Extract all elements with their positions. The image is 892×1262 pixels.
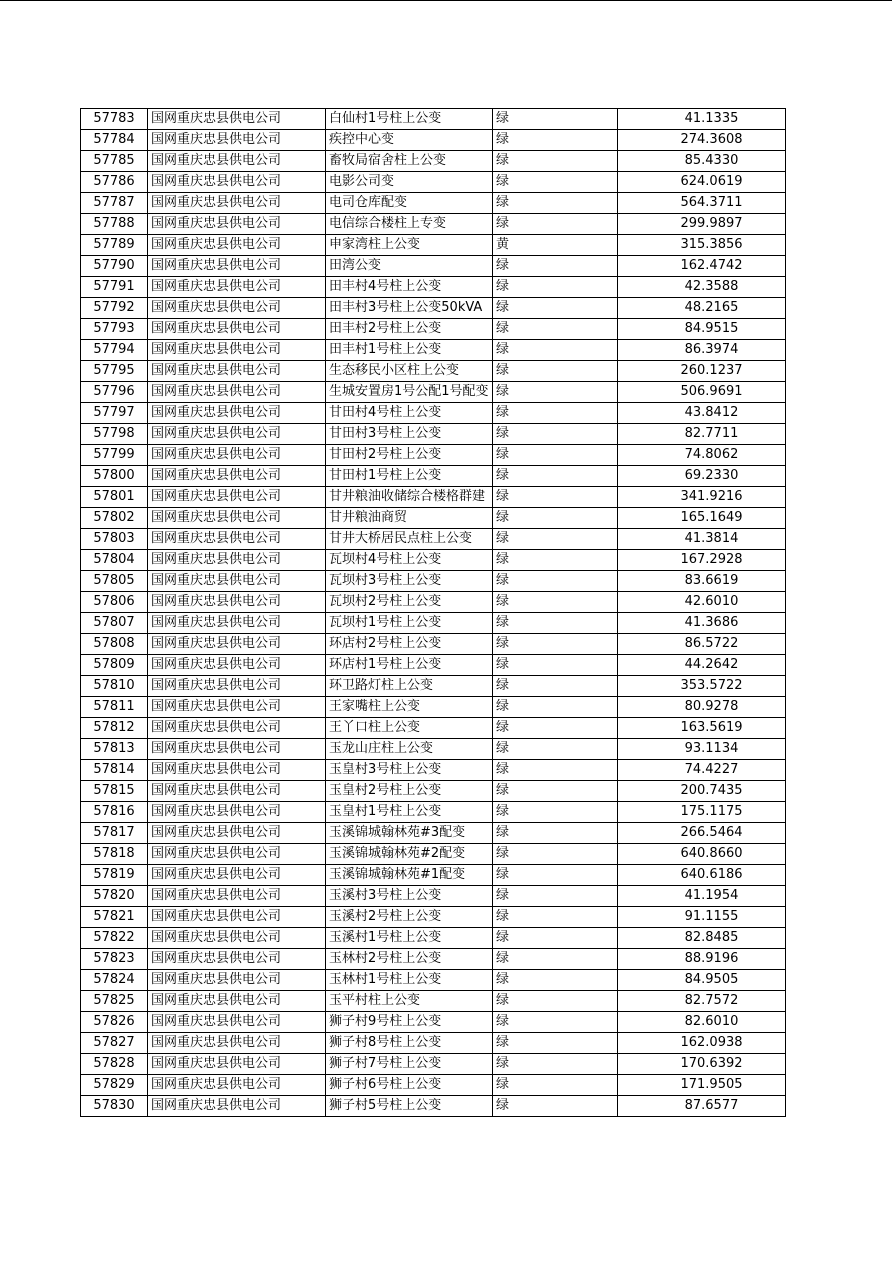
cell-value: 83.6619 <box>618 571 786 592</box>
table-row <box>81 466 786 487</box>
cell-status: 绿 <box>493 802 618 823</box>
cell-status: 绿 <box>493 991 618 1012</box>
cell-name: 环卫路灯柱上公变 <box>326 676 493 697</box>
cell-name: 疾控中心变 <box>326 130 493 151</box>
table-row <box>81 424 786 445</box>
cell-name: 玉溪锦城翰林苑#3配变 <box>326 823 493 844</box>
table-row <box>81 550 786 571</box>
cell-status: 绿 <box>493 571 618 592</box>
cell-name: 甘井粮油商贸 <box>326 508 493 529</box>
cell-company: 国网重庆忠县供电公司 <box>148 697 326 718</box>
cell-name: 生态移民小区柱上公变 <box>326 361 493 382</box>
cell-company: 国网重庆忠县供电公司 <box>148 298 326 319</box>
cell-name: 生城安置房1号公配1号配变 <box>326 382 493 403</box>
cell-status: 绿 <box>493 1054 618 1075</box>
cell-value: 624.0619 <box>618 172 786 193</box>
cell-name: 玉林村2号柱上公变 <box>326 949 493 970</box>
cell-status: 绿 <box>493 949 618 970</box>
cell-name: 田丰村2号柱上公变 <box>326 319 493 340</box>
cell-status: 绿 <box>493 844 618 865</box>
cell-id: 57811 <box>81 697 148 718</box>
cell-status: 绿 <box>493 151 618 172</box>
table-row <box>81 949 786 970</box>
cell-status: 绿 <box>493 676 618 697</box>
cell-company: 国网重庆忠县供电公司 <box>148 718 326 739</box>
table-row <box>81 613 786 634</box>
cell-value: 640.6186 <box>618 865 786 886</box>
cell-company: 国网重庆忠县供电公司 <box>148 403 326 424</box>
table-row <box>81 844 786 865</box>
cell-name: 白仙村1号柱上公变 <box>326 109 493 130</box>
cell-id: 57809 <box>81 655 148 676</box>
cell-company: 国网重庆忠县供电公司 <box>148 949 326 970</box>
cell-name: 瓦坝村4号柱上公变 <box>326 550 493 571</box>
cell-name: 狮子村5号柱上公变 <box>326 1096 493 1117</box>
cell-id: 57829 <box>81 1075 148 1096</box>
cell-value: 74.4227 <box>618 760 786 781</box>
page-top-rule <box>0 0 892 1</box>
cell-name: 甘田村3号柱上公变 <box>326 424 493 445</box>
cell-value: 84.9515 <box>618 319 786 340</box>
table-row <box>81 529 786 550</box>
cell-id: 57808 <box>81 634 148 655</box>
table-row <box>81 928 786 949</box>
cell-name: 狮子村7号柱上公变 <box>326 1054 493 1075</box>
cell-id: 57818 <box>81 844 148 865</box>
cell-name: 玉龙山庄柱上公变 <box>326 739 493 760</box>
cell-id: 57800 <box>81 466 148 487</box>
cell-company: 国网重庆忠县供电公司 <box>148 529 326 550</box>
cell-name: 玉溪锦城翰林苑#1配变 <box>326 865 493 886</box>
cell-status: 绿 <box>493 298 618 319</box>
cell-company: 国网重庆忠县供电公司 <box>148 823 326 844</box>
cell-id: 57825 <box>81 991 148 1012</box>
cell-value: 274.3608 <box>618 130 786 151</box>
cell-id: 57812 <box>81 718 148 739</box>
cell-company: 国网重庆忠县供电公司 <box>148 781 326 802</box>
cell-value: 44.2642 <box>618 655 786 676</box>
cell-value: 299.9897 <box>618 214 786 235</box>
cell-company: 国网重庆忠县供电公司 <box>148 634 326 655</box>
cell-name: 田湾公变 <box>326 256 493 277</box>
cell-name: 玉溪锦城翰林苑#2配变 <box>326 844 493 865</box>
cell-name: 甘井大桥居民点柱上公变 <box>326 529 493 550</box>
table-row <box>81 382 786 403</box>
cell-id: 57830 <box>81 1096 148 1117</box>
cell-id: 57797 <box>81 403 148 424</box>
cell-status: 绿 <box>493 655 618 676</box>
cell-value: 162.4742 <box>618 256 786 277</box>
table-body <box>81 109 786 1117</box>
cell-company: 国网重庆忠县供电公司 <box>148 109 326 130</box>
cell-name: 狮子村9号柱上公变 <box>326 1012 493 1033</box>
cell-value: 41.1335 <box>618 109 786 130</box>
cell-company: 国网重庆忠县供电公司 <box>148 655 326 676</box>
cell-company: 国网重庆忠县供电公司 <box>148 235 326 256</box>
cell-company: 国网重庆忠县供电公司 <box>148 865 326 886</box>
cell-company: 国网重庆忠县供电公司 <box>148 1033 326 1054</box>
cell-company: 国网重庆忠县供电公司 <box>148 991 326 1012</box>
cell-value: 82.8485 <box>618 928 786 949</box>
cell-id: 57810 <box>81 676 148 697</box>
table-row <box>81 319 786 340</box>
table-row <box>81 340 786 361</box>
cell-id: 57801 <box>81 487 148 508</box>
table-row <box>81 1012 786 1033</box>
table-row <box>81 508 786 529</box>
cell-id: 57793 <box>81 319 148 340</box>
table-row <box>81 718 786 739</box>
cell-company: 国网重庆忠县供电公司 <box>148 277 326 298</box>
cell-value: 87.6577 <box>618 1096 786 1117</box>
cell-id: 57788 <box>81 214 148 235</box>
cell-id: 57824 <box>81 970 148 991</box>
cell-status: 绿 <box>493 487 618 508</box>
cell-status: 绿 <box>493 1012 618 1033</box>
cell-id: 57815 <box>81 781 148 802</box>
cell-company: 国网重庆忠县供电公司 <box>148 676 326 697</box>
cell-id: 57816 <box>81 802 148 823</box>
cell-id: 57790 <box>81 256 148 277</box>
cell-name: 王丫口柱上公变 <box>326 718 493 739</box>
cell-value: 41.3814 <box>618 529 786 550</box>
cell-status: 绿 <box>493 886 618 907</box>
cell-id: 57821 <box>81 907 148 928</box>
cell-name: 玉溪村2号柱上公变 <box>326 907 493 928</box>
cell-value: 42.3588 <box>618 277 786 298</box>
cell-id: 57803 <box>81 529 148 550</box>
table-row <box>81 487 786 508</box>
cell-value: 82.6010 <box>618 1012 786 1033</box>
cell-status: 绿 <box>493 739 618 760</box>
cell-status: 绿 <box>493 319 618 340</box>
cell-name: 甘田村1号柱上公变 <box>326 466 493 487</box>
cell-status: 绿 <box>493 865 618 886</box>
cell-name: 甘田村4号柱上公变 <box>326 403 493 424</box>
cell-company: 国网重庆忠县供电公司 <box>148 466 326 487</box>
cell-name: 王家嘴柱上公变 <box>326 697 493 718</box>
table-row <box>81 970 786 991</box>
table-row <box>81 907 786 928</box>
table-row <box>81 1033 786 1054</box>
table-row <box>81 361 786 382</box>
cell-name: 申家湾柱上公变 <box>326 235 493 256</box>
table-row <box>81 1054 786 1075</box>
cell-status: 绿 <box>493 403 618 424</box>
cell-value: 74.8062 <box>618 445 786 466</box>
table-row <box>81 886 786 907</box>
table-row <box>81 193 786 214</box>
cell-name: 电信综合楼柱上专变 <box>326 214 493 235</box>
cell-value: 564.3711 <box>618 193 786 214</box>
table-row <box>81 130 786 151</box>
cell-company: 国网重庆忠县供电公司 <box>148 739 326 760</box>
cell-value: 165.1649 <box>618 508 786 529</box>
cell-id: 57799 <box>81 445 148 466</box>
table-row <box>81 655 786 676</box>
cell-company: 国网重庆忠县供电公司 <box>148 130 326 151</box>
cell-name: 甘田村2号柱上公变 <box>326 445 493 466</box>
table-row <box>81 256 786 277</box>
cell-value: 200.7435 <box>618 781 786 802</box>
table-row <box>81 109 786 130</box>
data-table <box>80 108 786 1117</box>
cell-id: 57806 <box>81 592 148 613</box>
cell-id: 57794 <box>81 340 148 361</box>
cell-company: 国网重庆忠县供电公司 <box>148 151 326 172</box>
table-row <box>81 403 786 424</box>
cell-name: 玉皇村1号柱上公变 <box>326 802 493 823</box>
cell-value: 69.2330 <box>618 466 786 487</box>
cell-company: 国网重庆忠县供电公司 <box>148 382 326 403</box>
cell-value: 80.9278 <box>618 697 786 718</box>
cell-value: 341.9216 <box>618 487 786 508</box>
table-row <box>81 445 786 466</box>
cell-id: 57814 <box>81 760 148 781</box>
table-row <box>81 760 786 781</box>
cell-id: 57796 <box>81 382 148 403</box>
cell-status: 绿 <box>493 172 618 193</box>
cell-name: 环店村2号柱上公变 <box>326 634 493 655</box>
cell-id: 57792 <box>81 298 148 319</box>
cell-value: 91.1155 <box>618 907 786 928</box>
cell-company: 国网重庆忠县供电公司 <box>148 928 326 949</box>
cell-status: 绿 <box>493 928 618 949</box>
cell-status: 绿 <box>493 697 618 718</box>
cell-status: 绿 <box>493 529 618 550</box>
cell-status: 绿 <box>493 592 618 613</box>
cell-id: 57819 <box>81 865 148 886</box>
cell-company: 国网重庆忠县供电公司 <box>148 319 326 340</box>
cell-company: 国网重庆忠县供电公司 <box>148 1054 326 1075</box>
table-row <box>81 739 786 760</box>
cell-name: 田丰村4号柱上公变 <box>326 277 493 298</box>
cell-id: 57787 <box>81 193 148 214</box>
cell-id: 57820 <box>81 886 148 907</box>
cell-value: 42.6010 <box>618 592 786 613</box>
cell-status: 绿 <box>493 970 618 991</box>
cell-id: 57802 <box>81 508 148 529</box>
cell-company: 国网重庆忠县供电公司 <box>148 361 326 382</box>
cell-value: 353.5722 <box>618 676 786 697</box>
cell-name: 环店村1号柱上公变 <box>326 655 493 676</box>
cell-name: 电影公司变 <box>326 172 493 193</box>
table-row <box>81 634 786 655</box>
cell-value: 640.8660 <box>618 844 786 865</box>
cell-id: 57805 <box>81 571 148 592</box>
cell-company: 国网重庆忠县供电公司 <box>148 1075 326 1096</box>
cell-name: 畜牧局宿舍柱上公变 <box>326 151 493 172</box>
cell-value: 260.1237 <box>618 361 786 382</box>
cell-value: 170.6392 <box>618 1054 786 1075</box>
cell-company: 国网重庆忠县供电公司 <box>148 1012 326 1033</box>
cell-name: 甘井粮油收储综合楼格群建 <box>326 487 493 508</box>
table-row <box>81 235 786 256</box>
cell-value: 315.3856 <box>618 235 786 256</box>
cell-company: 国网重庆忠县供电公司 <box>148 172 326 193</box>
cell-value: 82.7711 <box>618 424 786 445</box>
cell-id: 57784 <box>81 130 148 151</box>
cell-value: 93.1134 <box>618 739 786 760</box>
cell-status: 绿 <box>493 256 618 277</box>
cell-name: 瓦坝村1号柱上公变 <box>326 613 493 634</box>
cell-value: 163.5619 <box>618 718 786 739</box>
cell-status: 绿 <box>493 1033 618 1054</box>
cell-status: 绿 <box>493 718 618 739</box>
table-row <box>81 214 786 235</box>
table-row <box>81 592 786 613</box>
cell-value: 41.3686 <box>618 613 786 634</box>
cell-value: 86.5722 <box>618 634 786 655</box>
cell-id: 57789 <box>81 235 148 256</box>
cell-value: 506.9691 <box>618 382 786 403</box>
cell-value: 84.9505 <box>618 970 786 991</box>
cell-value: 175.1175 <box>618 802 786 823</box>
cell-name: 瓦坝村3号柱上公变 <box>326 571 493 592</box>
cell-status: 绿 <box>493 634 618 655</box>
cell-name: 田丰村3号柱上公变50kVA <box>326 298 493 319</box>
table-row <box>81 571 786 592</box>
table-row <box>81 991 786 1012</box>
cell-company: 国网重庆忠县供电公司 <box>148 214 326 235</box>
cell-value: 171.9505 <box>618 1075 786 1096</box>
table-row <box>81 277 786 298</box>
cell-company: 国网重庆忠县供电公司 <box>148 256 326 277</box>
cell-company: 国网重庆忠县供电公司 <box>148 445 326 466</box>
cell-name: 玉林村1号柱上公变 <box>326 970 493 991</box>
cell-id: 57826 <box>81 1012 148 1033</box>
table-row <box>81 172 786 193</box>
cell-company: 国网重庆忠县供电公司 <box>148 760 326 781</box>
cell-value: 86.3974 <box>618 340 786 361</box>
cell-value: 85.4330 <box>618 151 786 172</box>
cell-value: 48.2165 <box>618 298 786 319</box>
cell-status: 绿 <box>493 130 618 151</box>
cell-status: 绿 <box>493 277 618 298</box>
cell-name: 田丰村1号柱上公变 <box>326 340 493 361</box>
cell-id: 57795 <box>81 361 148 382</box>
cell-id: 57822 <box>81 928 148 949</box>
cell-company: 国网重庆忠县供电公司 <box>148 571 326 592</box>
cell-company: 国网重庆忠县供电公司 <box>148 613 326 634</box>
cell-company: 国网重庆忠县供电公司 <box>148 487 326 508</box>
cell-value: 41.1954 <box>618 886 786 907</box>
cell-id: 57785 <box>81 151 148 172</box>
cell-company: 国网重庆忠县供电公司 <box>148 193 326 214</box>
cell-id: 57817 <box>81 823 148 844</box>
cell-status: 绿 <box>493 361 618 382</box>
cell-company: 国网重庆忠县供电公司 <box>148 592 326 613</box>
cell-company: 国网重庆忠县供电公司 <box>148 802 326 823</box>
cell-status: 绿 <box>493 193 618 214</box>
cell-status: 绿 <box>493 760 618 781</box>
cell-id: 57827 <box>81 1033 148 1054</box>
cell-status: 绿 <box>493 1096 618 1117</box>
cell-id: 57786 <box>81 172 148 193</box>
cell-name: 玉平村柱上公变 <box>326 991 493 1012</box>
cell-id: 57823 <box>81 949 148 970</box>
table-row <box>81 1075 786 1096</box>
cell-name: 玉溪村3号柱上公变 <box>326 886 493 907</box>
cell-name: 电司仓库配变 <box>326 193 493 214</box>
cell-status: 绿 <box>493 424 618 445</box>
cell-id: 57783 <box>81 109 148 130</box>
cell-id: 57813 <box>81 739 148 760</box>
cell-status: 绿 <box>493 382 618 403</box>
cell-status: 黄 <box>493 235 618 256</box>
cell-id: 57828 <box>81 1054 148 1075</box>
table-row <box>81 1096 786 1117</box>
cell-company: 国网重庆忠县供电公司 <box>148 907 326 928</box>
cell-name: 狮子村6号柱上公变 <box>326 1075 493 1096</box>
cell-status: 绿 <box>493 907 618 928</box>
cell-value: 82.7572 <box>618 991 786 1012</box>
cell-status: 绿 <box>493 340 618 361</box>
cell-status: 绿 <box>493 550 618 571</box>
cell-status: 绿 <box>493 508 618 529</box>
cell-value: 88.9196 <box>618 949 786 970</box>
cell-name: 玉溪村1号柱上公变 <box>326 928 493 949</box>
cell-name: 瓦坝村2号柱上公变 <box>326 592 493 613</box>
table-row <box>81 802 786 823</box>
cell-company: 国网重庆忠县供电公司 <box>148 550 326 571</box>
cell-value: 266.5464 <box>618 823 786 844</box>
table-row <box>81 697 786 718</box>
cell-name: 狮子村8号柱上公变 <box>326 1033 493 1054</box>
cell-status: 绿 <box>493 445 618 466</box>
cell-value: 162.0938 <box>618 1033 786 1054</box>
table-row <box>81 151 786 172</box>
cell-id: 57807 <box>81 613 148 634</box>
cell-id: 57798 <box>81 424 148 445</box>
cell-company: 国网重庆忠县供电公司 <box>148 844 326 865</box>
table-row <box>81 823 786 844</box>
cell-company: 国网重庆忠县供电公司 <box>148 424 326 445</box>
cell-value: 43.8412 <box>618 403 786 424</box>
cell-status: 绿 <box>493 613 618 634</box>
cell-status: 绿 <box>493 823 618 844</box>
cell-company: 国网重庆忠县供电公司 <box>148 508 326 529</box>
cell-company: 国网重庆忠县供电公司 <box>148 970 326 991</box>
cell-id: 57804 <box>81 550 148 571</box>
cell-id: 57791 <box>81 277 148 298</box>
table-row <box>81 781 786 802</box>
table-row <box>81 676 786 697</box>
table-row <box>81 298 786 319</box>
cell-status: 绿 <box>493 1075 618 1096</box>
cell-status: 绿 <box>493 781 618 802</box>
cell-company: 国网重庆忠县供电公司 <box>148 886 326 907</box>
cell-status: 绿 <box>493 109 618 130</box>
table-row <box>81 865 786 886</box>
cell-company: 国网重庆忠县供电公司 <box>148 1096 326 1117</box>
cell-status: 绿 <box>493 214 618 235</box>
cell-value: 167.2928 <box>618 550 786 571</box>
cell-name: 玉皇村3号柱上公变 <box>326 760 493 781</box>
cell-name: 玉皇村2号柱上公变 <box>326 781 493 802</box>
cell-company: 国网重庆忠县供电公司 <box>148 340 326 361</box>
cell-status: 绿 <box>493 466 618 487</box>
